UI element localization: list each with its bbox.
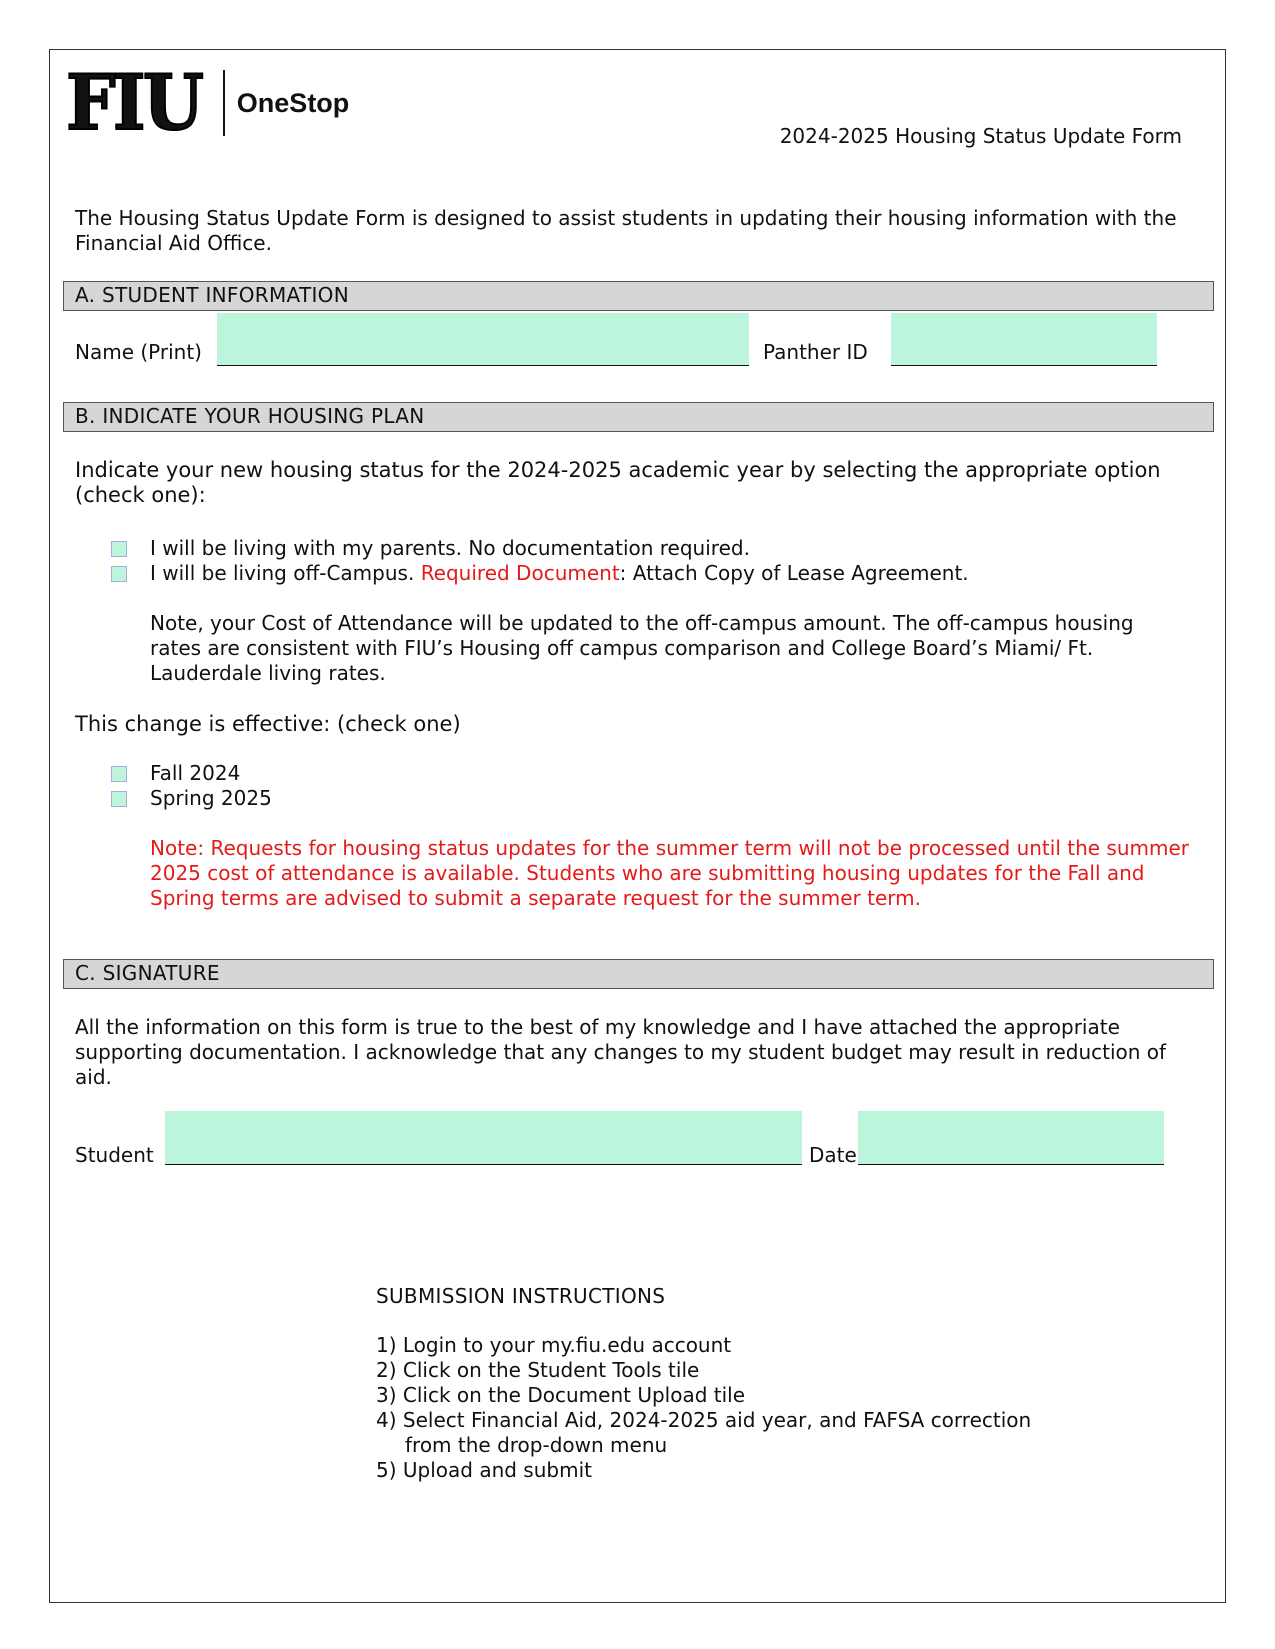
summer-term-note: Note: Requests for housing status updates for the summer term will not be processed until the summer 2025 cost of attendance is available. Students who are submitting housing updates for the Fall and Spring terms are advised to submit a separate request for the summer term. [150, 836, 1190, 910]
name-label: Name (Print) [75, 340, 202, 364]
fiu-logo-mark: FIU [66, 58, 202, 147]
checkbox-living-with-parents[interactable] [111, 541, 127, 557]
step-1: 1) Login to your my.fiu.edu account [376, 1333, 732, 1357]
fiu-onestop-logo [66, 58, 350, 147]
checkbox-spring-2025[interactable] [111, 791, 127, 807]
off-campus-text: I will be living off-Campus. [150, 561, 415, 585]
housing-prompt: Indicate your new housing status for the 2024-2025 academic year by selecting the appropriate option (check one): [75, 458, 1161, 507]
step-3: 3) Click on the Document Upload tile [376, 1383, 746, 1407]
required-document-label: Required Document [420, 561, 620, 585]
cost-of-attendance-note: Note, your Cost of Attendance will be updated to the off-campus amount. The off-campus housing rates are consistent with FIU’s Housing off campus comparison and College Board’s Miami/ Ft. Lauderdale living rates. [150, 611, 1134, 685]
option-living-with-parents: I will be living with my parents. No documentation required. [150, 536, 750, 560]
student-signature-label: Student [75, 1143, 154, 1167]
section-a-header: A. STUDENT INFORMATION [63, 281, 1214, 311]
option-off-campus [150, 561, 969, 586]
step-4-continued: from the drop-down menu [405, 1433, 668, 1457]
step-4: 4) Select Financial Aid, 2024-2025 aid year, and FAFSA correction [376, 1408, 1032, 1432]
term-fall-2024: Fall 2024 [150, 761, 241, 785]
step-5: 5) Upload and submit [376, 1458, 592, 1482]
intro-text: The Housing Status Update Form is designed to assist students in updating their housing information with the Financial Aid Office. [75, 206, 1177, 255]
section-c-header: C. SIGNATURE [63, 959, 1214, 989]
lease-agreement-text: : Attach Copy of Lease Agreement. [619, 561, 969, 585]
checkbox-off-campus[interactable] [111, 566, 127, 582]
signature-statement: All the information on this form is true to the best of my knowledge and I have attached the appropriate supporting documentation. I acknowledge that any changes to my student budget may result in reduction of aid. [75, 1015, 1167, 1089]
form-title: 2024-2025 Housing Status Update Form [779, 124, 1182, 148]
panther-id-label: Panther ID [763, 340, 868, 364]
logo-divider [223, 70, 225, 136]
onestop-logo-text: OneStop [236, 87, 350, 118]
step-2: 2) Click on the Student Tools tile [376, 1358, 700, 1382]
submission-instructions-title: SUBMISSION INSTRUCTIONS [376, 1284, 666, 1308]
section-b-header: B. INDICATE YOUR HOUSING PLAN [63, 402, 1214, 432]
date-label: Date [809, 1143, 857, 1167]
effective-prompt: This change is effective: (check one) [75, 712, 461, 736]
panther-id-input[interactable] [891, 313, 1157, 366]
date-input[interactable] [858, 1111, 1164, 1165]
checkbox-fall-2024[interactable] [111, 766, 127, 782]
term-spring-2025: Spring 2025 [150, 786, 272, 810]
student-signature-input[interactable] [165, 1111, 802, 1165]
name-input[interactable] [217, 313, 749, 366]
